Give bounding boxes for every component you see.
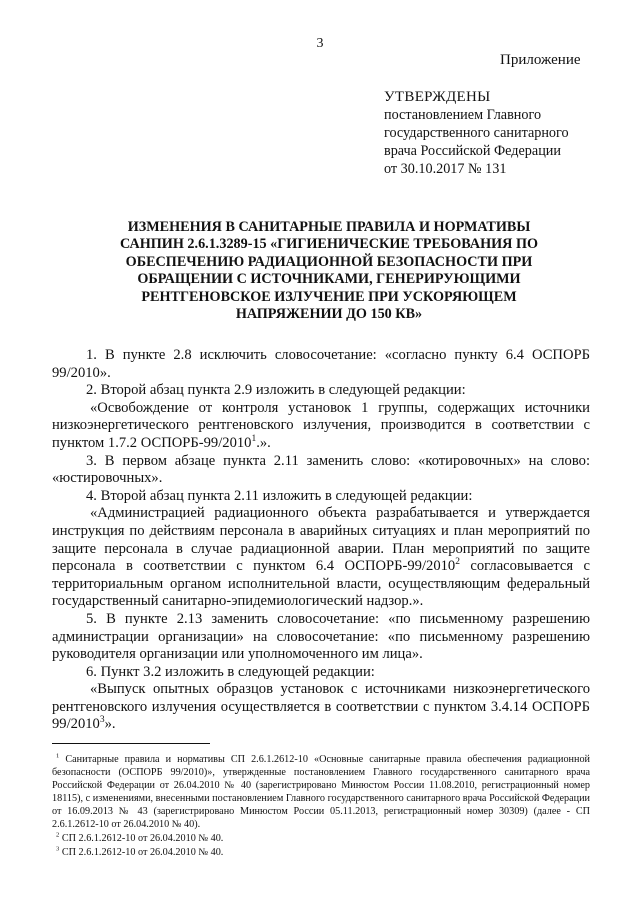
page-number: 3 xyxy=(316,36,324,51)
paragraph-item-6: 6. Пункт 3.2 изложить в следующей редакции: xyxy=(86,663,375,680)
footnote-1 xyxy=(52,753,590,831)
paragraph-quote-3 xyxy=(52,681,590,734)
footnote-mark: 3 xyxy=(56,845,60,853)
document-body xyxy=(52,347,590,734)
footnote-ref-3[interactable]: 3 xyxy=(99,715,105,726)
footnote-ref-2[interactable]: 2 xyxy=(455,557,460,568)
appendix-label: Приложение xyxy=(500,52,581,68)
quote-end: согласовывается с территориальным органом исполнительной власти, осуществляющим федеральный государственный санитарно-эпидемиологический надзор.». xyxy=(52,558,590,610)
footnote-text: Санитарные правила и нормативы СП 2.6.1.2612-10 «Основные санитарные правила обеспечения радиационной безопасности (ОСПОРБ 99/2010)», утвержденные постановлением Главного государственного санитарного врача Российской Федерации от 26.04.2010 № 40 (зарегистрировано Минюстом России 11.08.2010, регистрационный номер 18115), с изменениями, внесенными постановлением Главного государственного санитарного врача Российской Федерации от 16.09.2013 № 43 (зарегистрировано Минюстом России 05.11.2013, регистрационный номер 30309) (далее - СП 2.6.1.2612-10 от 26.04.2010 № 40). xyxy=(52,754,590,830)
footnote-ref-1[interactable]: 1 xyxy=(251,434,257,445)
quote-text: «Освобождение от контроля установок 1 группы, содержащих источники низкоэнергетического рентгеновского излучения, производится в соответствии с пунктом 1.7.2 ОСПОРБ-99/2010 xyxy=(52,399,590,451)
quote-text: «Администрацией радиационного объекта разрабатывается и утверждается инструкция по действиям персонала в аварийных ситуациях и план мероприятий по защите персонала в случае радиационной аварии. План мероприятий по защите персонала в соответствии с пунктом 6.4 ОСПОРБ-99/2010 xyxy=(52,505,590,575)
quote-text: «Выпуск опытных образцов установок с источниками низкоэнергетического рентгеновского излучения осуществляется в соответствии с пунктом 3.4.14 ОСПОРБ 99/2010 xyxy=(52,681,590,733)
title-line: РЕНТГЕНОВСКОЕ ИЗЛУЧЕНИЕ ПРИ УСКОРЯЮЩЕМ xyxy=(141,288,517,305)
document-title xyxy=(70,219,588,323)
title-line: ОБРАЩЕНИИ С ИСТОЧНИКАМИ, ГЕНЕРИРУЮЩИМИ xyxy=(137,271,521,288)
approval-line: от 30.10.2017 № 131 xyxy=(384,161,507,177)
footnote-text: СП 2.6.1.2612-10 от 26.04.2010 № 40. xyxy=(59,833,224,844)
footnote-divider xyxy=(52,743,210,744)
title-line: ОБЕСПЕЧЕНИЮ РАДИАЦИОННОЙ БЕЗОПАСНОСТИ ПРИ xyxy=(125,253,533,270)
paragraph-item-4: 4. Второй абзац пункта 2.11 изложить в следующей редакции: xyxy=(86,487,473,504)
quote-end: .». xyxy=(256,434,271,451)
footnote-3 xyxy=(52,846,590,859)
approval-line: постановлением Главного xyxy=(384,107,542,123)
footnotes xyxy=(52,753,590,860)
approval-block xyxy=(384,88,569,178)
footnote-text: СП 2.6.1.2612-10 от 26.04.2010 № 40. xyxy=(59,847,224,858)
paragraph-quote-1 xyxy=(52,400,590,453)
footnote-mark: 1 xyxy=(56,752,60,760)
paragraph-item-1: 1. В пункте 2.8 исключить словосочетание: «согласно пункту 6.4 ОСПОРБ 99/2010». xyxy=(52,347,590,381)
footnote-mark: 2 xyxy=(56,831,60,839)
paragraph-item-3: 3. В первом абзаце пункта 2.11 заменить слово: «котировочных» на слово: «юстировочных». xyxy=(52,452,590,487)
approval-head: УТВЕРЖДЕНЫ xyxy=(384,89,491,105)
title-line: ИЗМЕНЕНИЯ В САНИТАРНЫЕ ПРАВИЛА И НОРМАТИВЫ xyxy=(127,219,531,235)
title-line: НАПРЯЖЕНИИ ДО 150 КВ» xyxy=(235,306,423,323)
title-line: САНПИН 2.6.1.3289-15 «ГИГИЕНИЧЕСКИЕ ТРЕБОВАНИЯ ПО xyxy=(119,236,539,253)
footnote-2 xyxy=(52,832,590,845)
approval-line: врача Российской Федерации xyxy=(384,143,561,159)
approval-line: государственного санитарного xyxy=(384,125,569,141)
quote-end: ». xyxy=(104,716,116,733)
paragraph-item-5: 5. В пункте 2.13 заменить словосочетание: «по письменному разрешению администрации организации» на словосочетание: «по письменному разрешению руководителя организации или уполномоченного им лица». xyxy=(52,610,590,663)
paragraph-item-2: 2. Второй абзац пункта 2.9 изложить в следующей редакции: xyxy=(86,382,466,399)
paragraph-quote-2 xyxy=(52,505,590,611)
